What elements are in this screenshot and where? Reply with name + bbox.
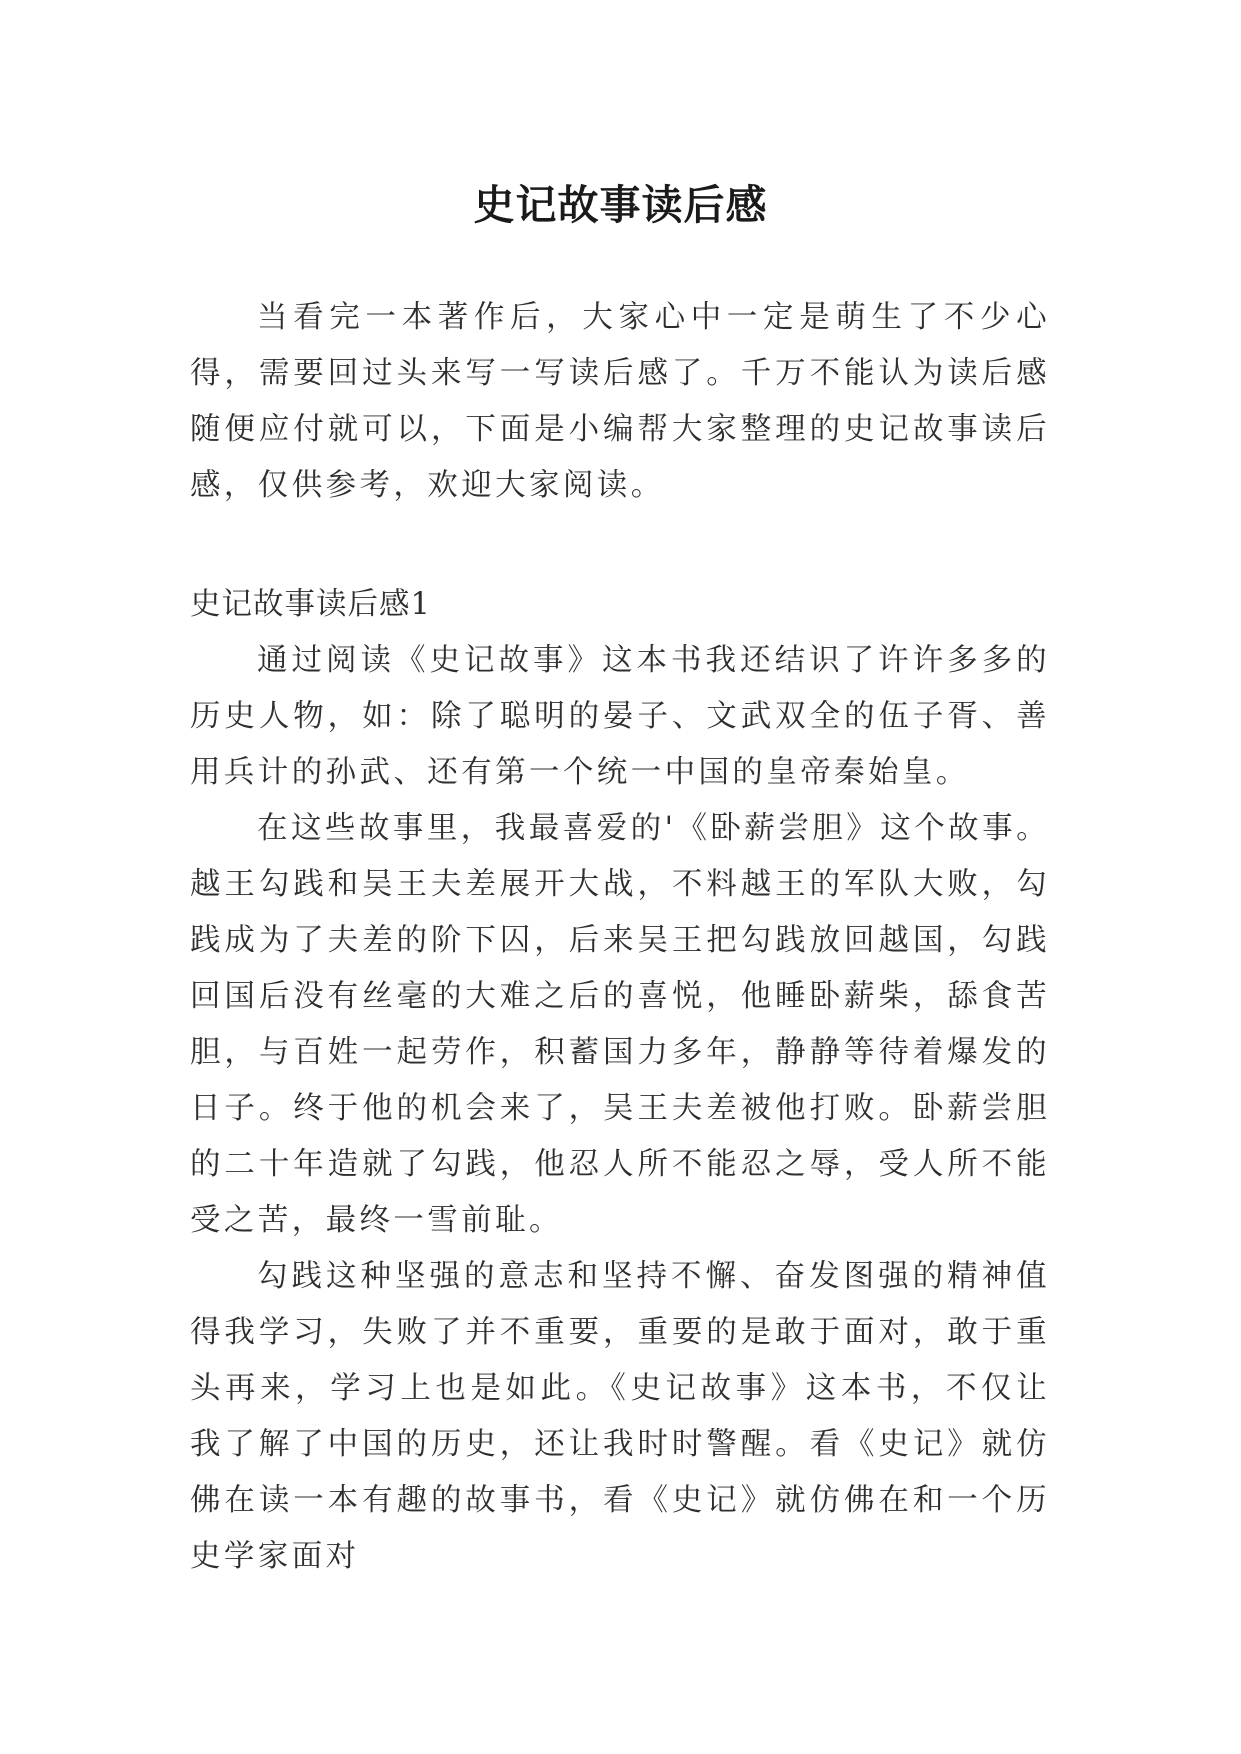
essay-paragraph-2: 在这些故事里，我最喜爱的'《卧薪尝胆》这个故事。越王勾践和吴王夫差展开大战，不料越王的军队大败，勾践成为了夫差的阶下囚，后来吴王把勾践放回越国，勾践回国后没有丝毫的大难之后的喜悦，他睡卧薪柴，舔食苦胆，与百姓一起劳作，积蓄国力多年，静静等待着爆发的日子。终于他的机会来了，吴王夫差被他打败。卧薪尝胆的二十年造就了勾践，他忍人所不能忍之辱，受人所不能受之苦，最终一雪前耻。: [190, 811, 1050, 1238]
essay-paragraph-1: 通过阅读《史记故事》这本书我还结识了许许多多的历史人物，如：除了聪明的晏子、文武双全的伍子胥、善用兵计的孙武、还有第一个统一中国的皇帝秦始皇。: [190, 643, 1050, 790]
intro-paragraph-block: [190, 290, 1050, 514]
section-heading: 史记故事读后感1: [190, 587, 431, 622]
essay-body: [190, 633, 1050, 1585]
intro-paragraph: 当看完一本著作后，大家心中一定是萌生了不少心得，需要回过头来写一写读后感了。千万不能认为读后感随便应付就可以，下面是小编帮大家整理的史记故事读后感，仅供参考，欢迎大家阅读。: [190, 300, 1050, 503]
essay-paragraph-3: 勾践这种坚强的意志和坚持不懈、奋发图强的精神值得我学习，失败了并不重要，重要的是敢于面对，敢于重头再来，学习上也是如此。《史记故事》这本书，不仅让我了解了中国的历史，还让我时时警醒。看《史记》就仿佛在读一本有趣的故事书，看《史记》就仿佛在和一个历史学家面对: [190, 1259, 1050, 1574]
page-title: 史记故事读后感: [473, 181, 768, 230]
